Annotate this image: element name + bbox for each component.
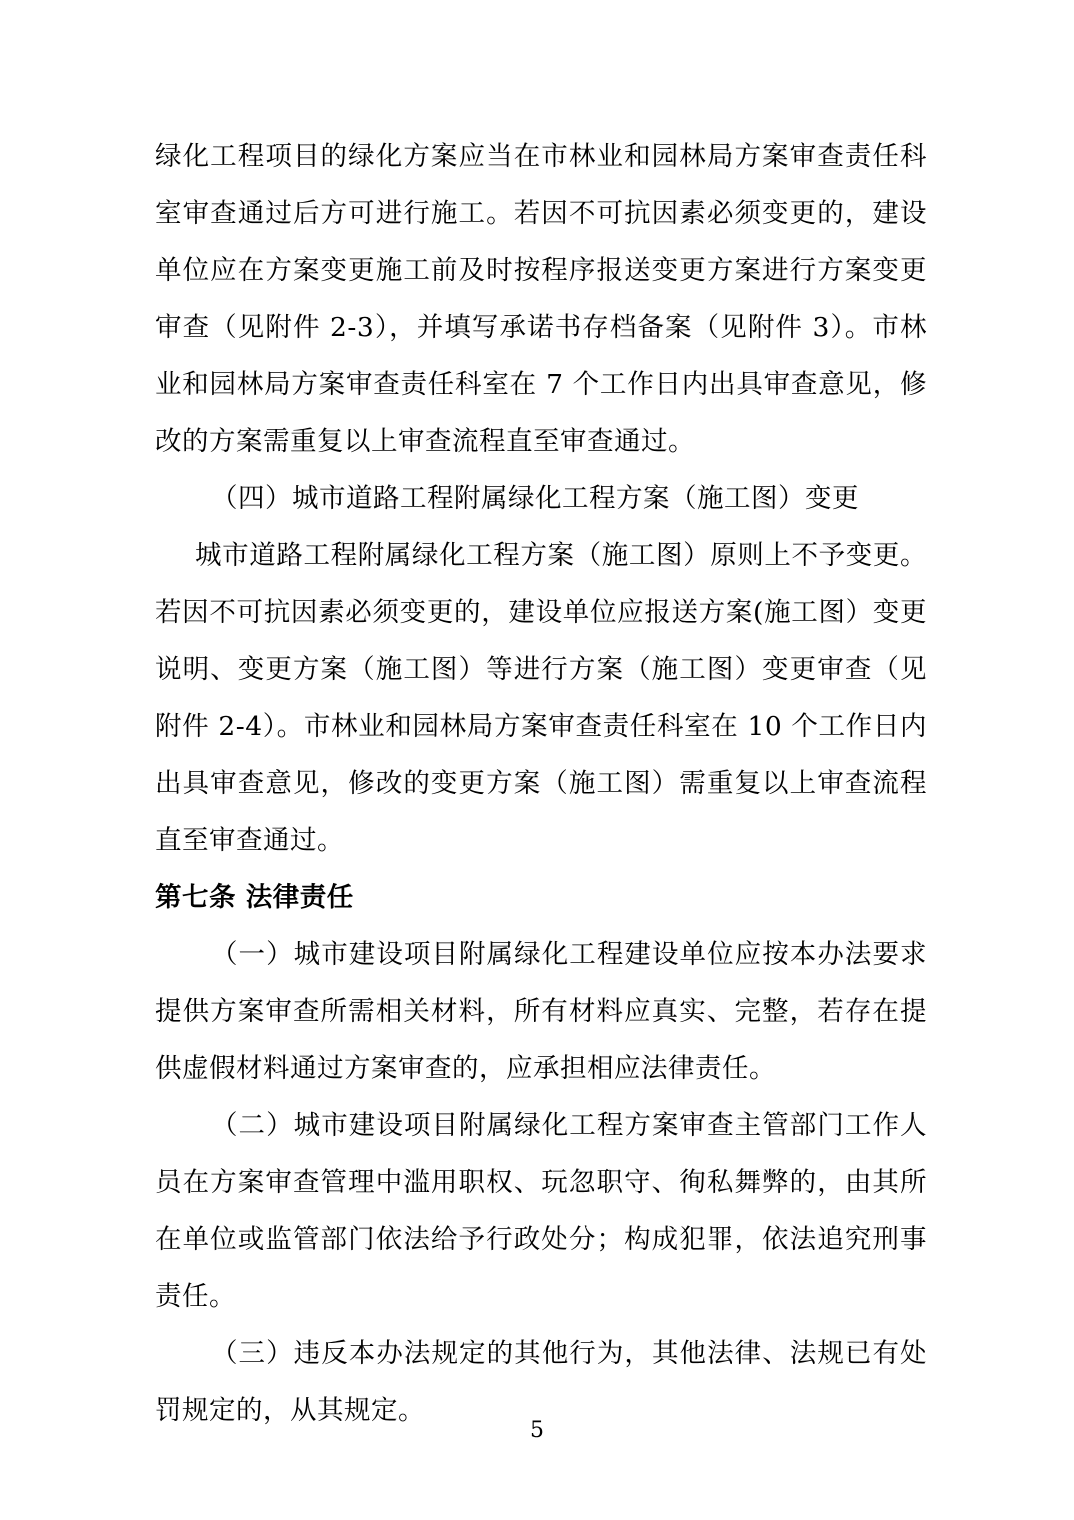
paragraph-item-three-liability: （三）违反本办法规定的其他行为，其他法律、法规已有处罚规定的，从其规定。 [155,1338,927,1426]
paragraph-item-four-heading: （四）城市道路工程附属绿化工程方案（施工图）变更 [211,483,859,514]
paragraph-item-two-liability: （二）城市建设项目附属绿化工程方案审查主管部门工作人员在方案审查管理中滥用职权、玩忽职守、徇私舞弊的，由其所在单位或监管部门依法给予行政处分；构成犯罪，依法追究刑事责任。 [155,1110,927,1312]
paragraph-approval-process: 绿化工程项目的绿化方案应当在市林业和园林局方案审查责任科室审查通过后方可进行施工。若因不可抗因素必须变更的，建设单位应在方案变更施工前及时按程序报送变更方案进行方案变更审查（见附件 2-3），并填写承诺书存档备案（见附件 3）。市林业和园林局方案审查责任科室在 7 个工作日内出具审查意见，修改的方案需重复以上审查流程直至审查通过。 [155,141,927,457]
paragraph-item-one-liability: （一）城市建设项目附属绿化工程建设单位应按本办法要求提供方案审查所需相关材料，所有材料应真实、完整，若存在提供虚假材料通过方案审查的，应承担相应法律责任。 [155,939,927,1084]
document-body [155,128,927,1439]
page-number: 5 [530,1418,544,1443]
paragraph-road-project-change: 城市道路工程附属绿化工程方案（施工图）原则上不予变更。若因不可抗因素必须变更的，建设单位应报送方案(施工图）变更说明、变更方案（施工图）等进行方案（施工图）变更审查（见附件 2-4）。市林业和园林局方案审查责任科室在 10 个工作日内出具审查意见，修改的变更方案（施工图）需重复以上审查流程直至审查通过。 [155,540,927,856]
section-heading-article-seven: 第七条 法律责任 [155,882,354,913]
